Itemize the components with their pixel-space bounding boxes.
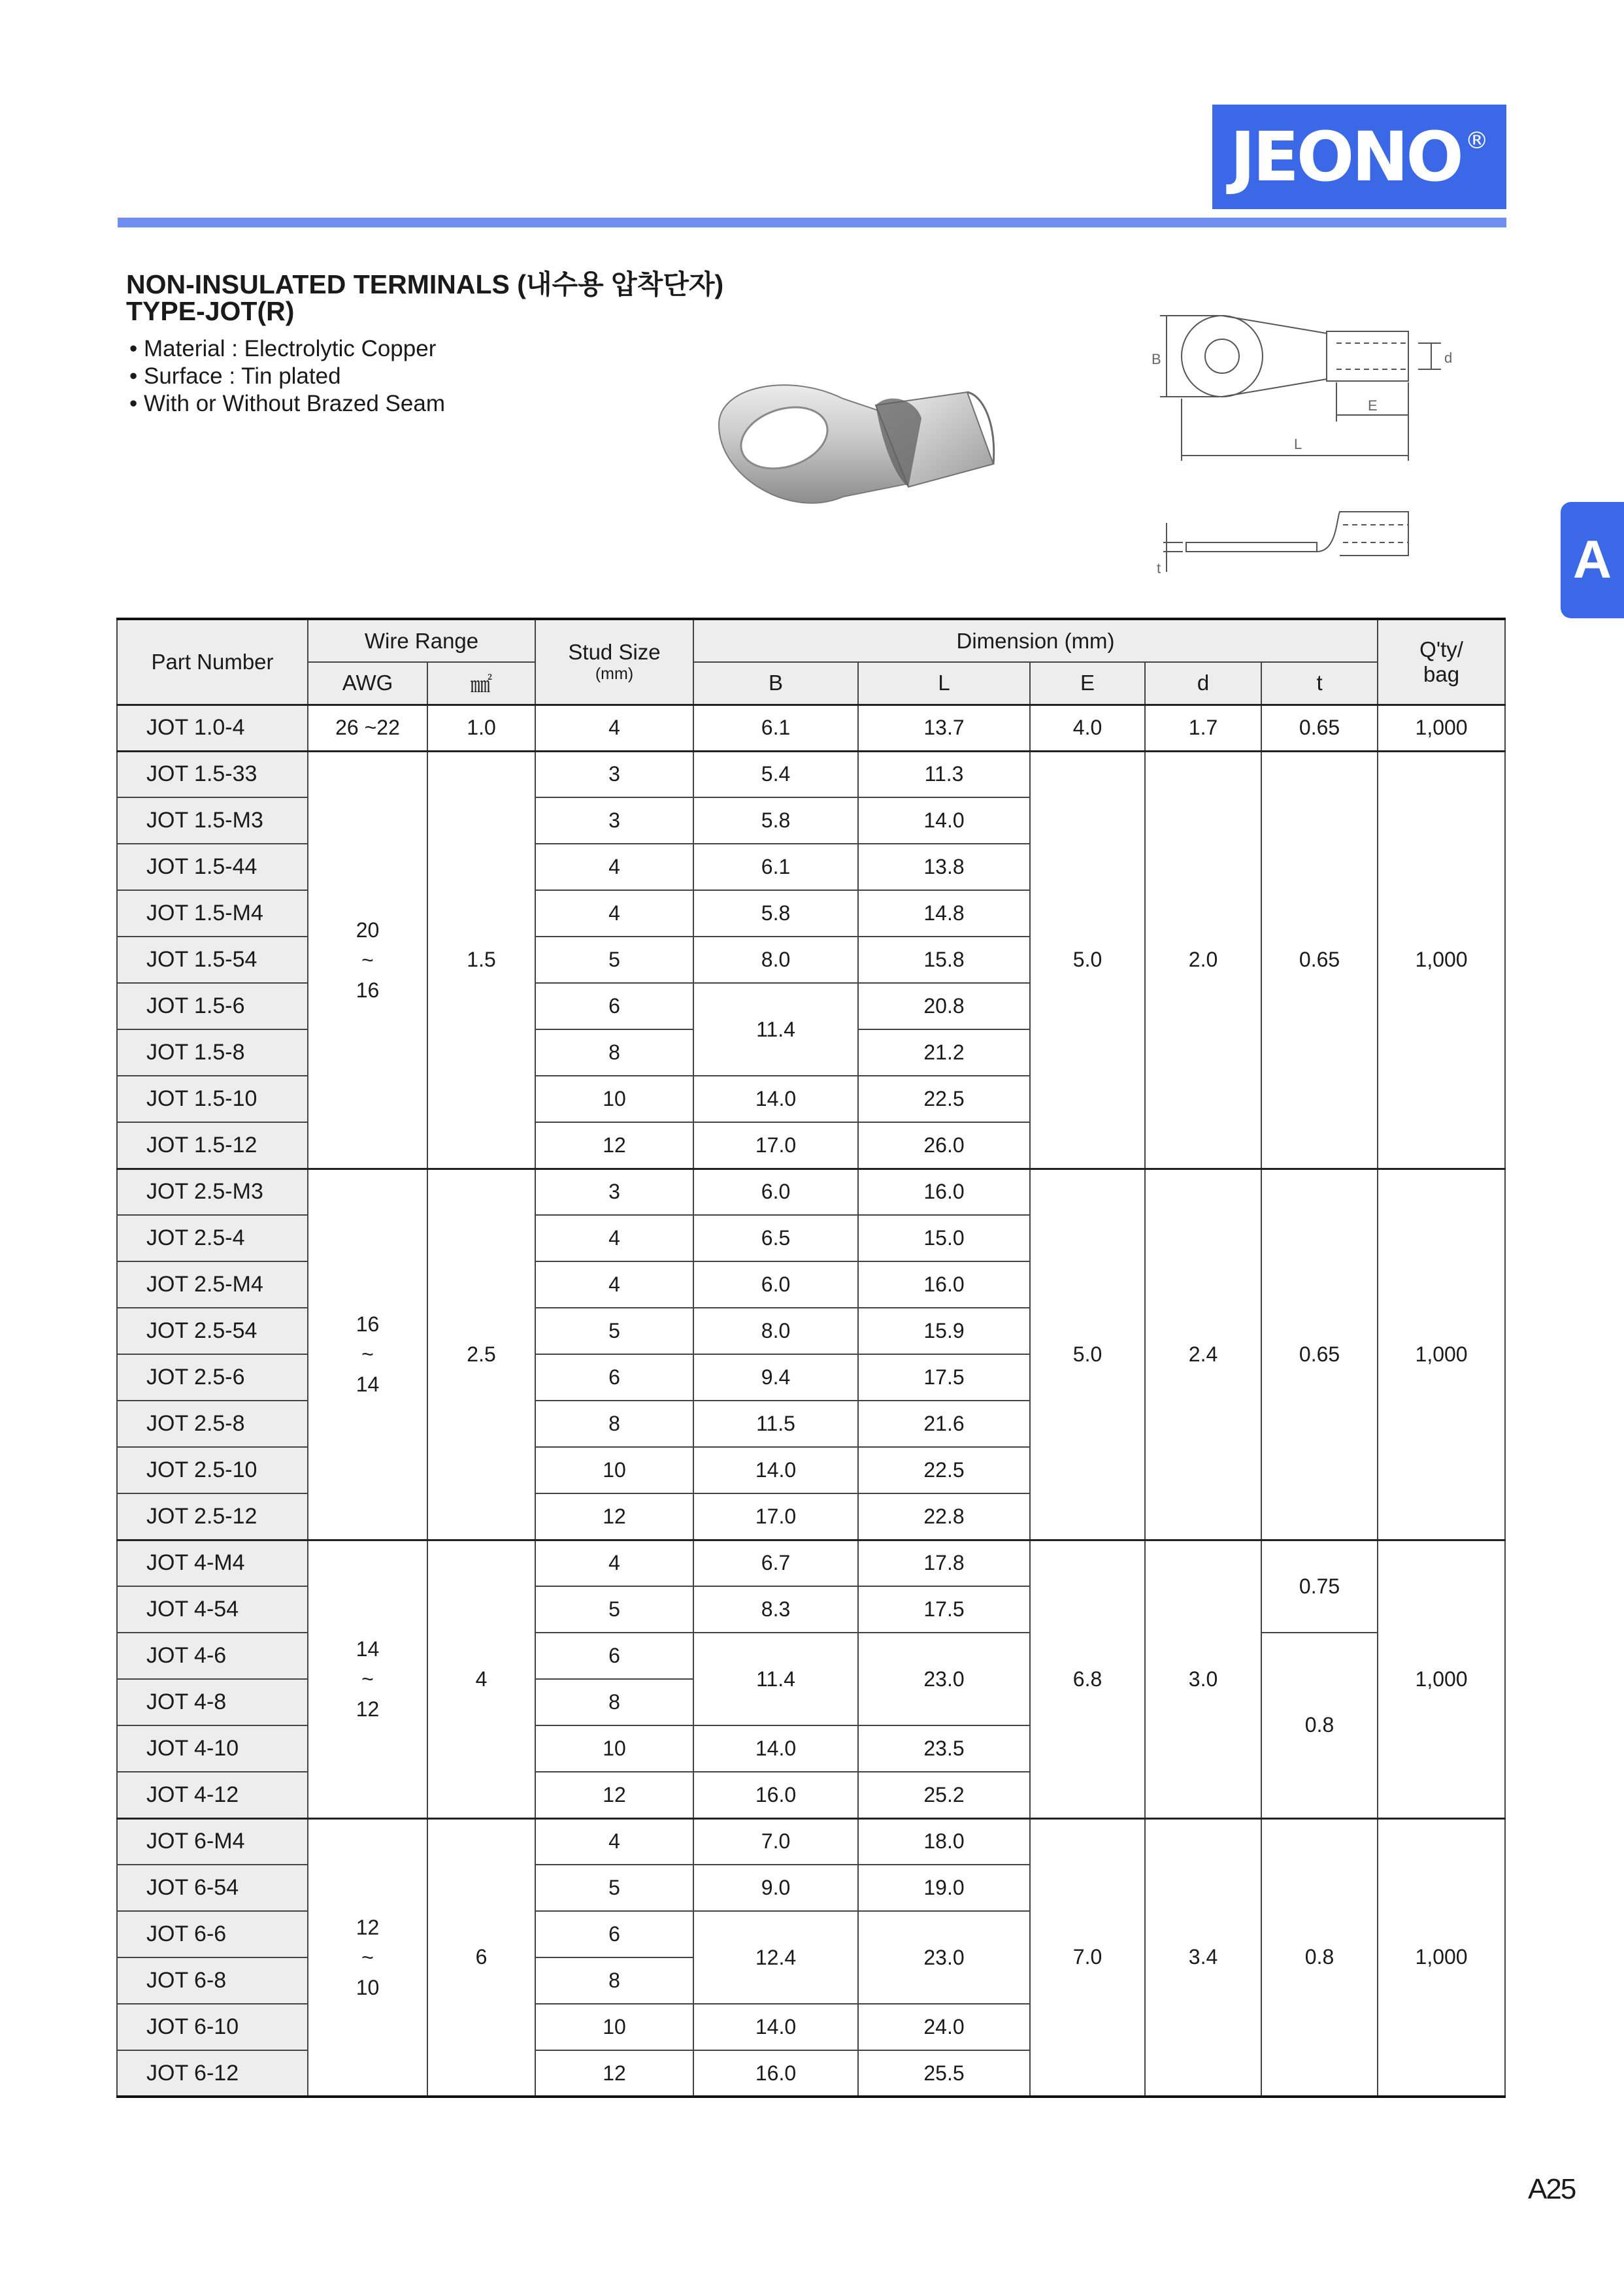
b-cell: 17.0 (693, 1493, 858, 1540)
stud-cell: 10 (535, 1076, 693, 1122)
b-cell: 5.8 (693, 797, 858, 844)
b-cell: 12.4 (693, 1911, 858, 2004)
mm2-cell: 2.5 (427, 1169, 535, 1540)
part-number: JOT 6-54 (117, 1865, 308, 1911)
header-B: B (693, 662, 858, 705)
group-1-5 (117, 751, 1505, 1169)
header-dimension: Dimension (mm) (693, 619, 1378, 662)
qty-cell: 1,000 (1378, 1169, 1505, 1540)
b-cell: 9.4 (693, 1354, 858, 1401)
l-cell: 21.6 (858, 1401, 1030, 1447)
t-cell: 0.8 (1261, 1633, 1378, 1818)
b-cell: 9.0 (693, 1865, 858, 1911)
stud-cell: 8 (535, 1401, 693, 1447)
t-cell: 0.65 (1261, 705, 1378, 751)
feature-surface: • Surface : Tin plated (129, 363, 445, 390)
l-cell: 21.2 (858, 1029, 1030, 1076)
part-number: JOT 1.5-10 (117, 1076, 308, 1122)
l-cell: 14.0 (858, 797, 1030, 844)
page-subtitle: TYPE-JOT(R) (126, 296, 295, 326)
stud-cell: 6 (535, 1633, 693, 1679)
awg-cell: 14 ~ 12 (308, 1540, 427, 1818)
table-row (117, 1818, 1505, 1865)
b-cell: 16.0 (693, 2050, 858, 2097)
header-qty (1378, 619, 1505, 705)
stud-cell: 4 (535, 844, 693, 890)
l-cell: 13.7 (858, 705, 1030, 751)
table-row (117, 1169, 1505, 1215)
stud-cell: 10 (535, 1447, 693, 1493)
mm2-cell: 4 (427, 1540, 535, 1818)
part-number: JOT 6-6 (117, 1911, 308, 1957)
l-cell: 11.3 (858, 751, 1030, 797)
part-number: JOT 4-M4 (117, 1540, 308, 1586)
header-t: t (1261, 662, 1378, 705)
l-cell: 13.8 (858, 844, 1030, 890)
part-number: JOT 1.5-8 (117, 1029, 308, 1076)
stud-cell: 4 (535, 1261, 693, 1308)
b-cell: 6.7 (693, 1540, 858, 1586)
b-cell: 8.3 (693, 1586, 858, 1633)
page-title: NON-INSULATED TERMINALS (내수용 압착단자) (126, 269, 724, 299)
b-cell: 11.4 (693, 983, 858, 1076)
header-stud-size (535, 619, 693, 705)
b-cell: 14.0 (693, 1725, 858, 1772)
label-B: B (1152, 351, 1161, 367)
stud-cell: 4 (535, 1540, 693, 1586)
stud-cell: 3 (535, 751, 693, 797)
stud-cell: 12 (535, 1122, 693, 1169)
stud-cell: 10 (535, 1725, 693, 1772)
e-cell: 5.0 (1030, 751, 1145, 1169)
feature-seam: • With or Without Brazed Seam (129, 390, 445, 418)
header-wire-range: Wire Range (308, 619, 535, 662)
feature-list (129, 335, 445, 418)
section-tab[interactable]: A (1561, 502, 1624, 618)
e-cell: 7.0 (1030, 1818, 1145, 2097)
part-number: JOT 2.5-M3 (117, 1169, 308, 1215)
stud-cell: 8 (535, 1679, 693, 1725)
qty-unit: bag (1423, 661, 1460, 686)
b-cell: 14.0 (693, 1076, 858, 1122)
l-cell: 22.5 (858, 1447, 1030, 1493)
part-number: JOT 2.5-54 (117, 1308, 308, 1354)
part-number: JOT 6-12 (117, 2050, 308, 2097)
group-1-0 (117, 705, 1505, 751)
qty-cell: 1,000 (1378, 1818, 1505, 2097)
part-number: JOT 1.0-4 (117, 705, 308, 751)
b-cell: 16.0 (693, 1772, 858, 1818)
l-cell: 20.8 (858, 983, 1030, 1029)
t-cell: 0.65 (1261, 1169, 1378, 1540)
b-cell: 11.4 (693, 1633, 858, 1725)
table-row (117, 751, 1505, 797)
stud-cell: 4 (535, 705, 693, 751)
l-cell: 15.8 (858, 937, 1030, 983)
part-number: JOT 1.5-M3 (117, 797, 308, 844)
header-part-number: Part Number (117, 619, 308, 705)
stud-cell: 6 (535, 1354, 693, 1401)
l-cell: 17.5 (858, 1354, 1030, 1401)
table-row (117, 1540, 1505, 1586)
stud-cell: 12 (535, 2050, 693, 2097)
stud-cell: 8 (535, 1957, 693, 2004)
stud-cell: 3 (535, 1169, 693, 1215)
group-2-5 (117, 1169, 1505, 1540)
brand-name: JEONO (1230, 117, 1461, 197)
e-cell: 4.0 (1030, 705, 1145, 751)
label-t: t (1157, 560, 1161, 576)
dimension-drawing (1111, 304, 1477, 598)
mm2-cell: 1.0 (427, 705, 535, 751)
b-cell: 11.5 (693, 1401, 858, 1447)
stud-cell: 6 (535, 983, 693, 1029)
registered-mark: ® (1465, 127, 1489, 154)
part-number: JOT 6-8 (117, 1957, 308, 2004)
l-cell: 24.0 (858, 2004, 1030, 2050)
l-cell: 15.9 (858, 1308, 1030, 1354)
b-cell: 6.1 (693, 844, 858, 890)
stud-size-unit: (mm) (595, 665, 634, 684)
part-number: JOT 2.5-4 (117, 1215, 308, 1261)
terminal-photo (693, 366, 1059, 523)
l-cell: 14.8 (858, 890, 1030, 937)
feature-material: • Material : Electrolytic Copper (129, 335, 445, 363)
l-cell: 23.0 (858, 1633, 1030, 1725)
l-cell: 23.0 (858, 1911, 1030, 2004)
header-E: E (1030, 662, 1145, 705)
stud-cell: 8 (535, 1029, 693, 1076)
e-cell: 6.8 (1030, 1540, 1145, 1818)
b-cell: 6.0 (693, 1169, 858, 1215)
l-cell: 17.5 (858, 1586, 1030, 1633)
l-cell: 25.5 (858, 2050, 1030, 2097)
stud-cell: 12 (535, 1772, 693, 1818)
part-number: JOT 2.5-8 (117, 1401, 308, 1447)
part-number: JOT 1.5-M4 (117, 890, 308, 937)
part-number: JOT 2.5-10 (117, 1447, 308, 1493)
brand-logo (1212, 105, 1506, 209)
awg-cell: 20 ~ 16 (308, 751, 427, 1169)
d-cell: 3.0 (1145, 1540, 1261, 1818)
stud-cell: 4 (535, 1818, 693, 1865)
label-L: L (1294, 436, 1302, 452)
l-cell: 22.8 (858, 1493, 1030, 1540)
part-number: JOT 2.5-12 (117, 1493, 308, 1540)
d-cell: 2.4 (1145, 1169, 1261, 1540)
mm2-cell: 1.5 (427, 751, 535, 1169)
part-number: JOT 4-54 (117, 1586, 308, 1633)
t-cell: 0.75 (1261, 1540, 1378, 1633)
awg-cell: 16 ~ 14 (308, 1169, 427, 1540)
t-cell: 0.65 (1261, 751, 1378, 1169)
part-number: JOT 1.5-33 (117, 751, 308, 797)
b-cell: 6.5 (693, 1215, 858, 1261)
part-number: JOT 4-12 (117, 1772, 308, 1818)
b-cell: 7.0 (693, 1818, 858, 1865)
d-cell: 2.0 (1145, 751, 1261, 1169)
l-cell: 19.0 (858, 1865, 1030, 1911)
l-cell: 15.0 (858, 1215, 1030, 1261)
stud-cell: 3 (535, 797, 693, 844)
part-number: JOT 2.5-6 (117, 1354, 308, 1401)
stud-cell: 4 (535, 1215, 693, 1261)
stud-cell: 5 (535, 937, 693, 983)
b-cell: 17.0 (693, 1122, 858, 1169)
part-number: JOT 6-10 (117, 2004, 308, 2050)
qty-cell: 1,000 (1378, 751, 1505, 1169)
qty-cell: 1,000 (1378, 705, 1505, 751)
part-number: JOT 4-6 (117, 1633, 308, 1679)
b-cell: 5.4 (693, 751, 858, 797)
b-cell: 14.0 (693, 1447, 858, 1493)
stud-size-label: Stud Size (568, 640, 661, 665)
stud-cell: 12 (535, 1493, 693, 1540)
d-cell: 1.7 (1145, 705, 1261, 751)
part-number: JOT 1.5-54 (117, 937, 308, 983)
header-mm2: ㎟ (427, 662, 535, 705)
b-cell: 8.0 (693, 937, 858, 983)
l-cell: 18.0 (858, 1818, 1030, 1865)
b-cell: 14.0 (693, 2004, 858, 2050)
e-cell: 5.0 (1030, 1169, 1145, 1540)
qty-cell: 1,000 (1378, 1540, 1505, 1818)
d-cell: 3.4 (1145, 1818, 1261, 2097)
part-number: JOT 1.5-44 (117, 844, 308, 890)
b-cell: 5.8 (693, 890, 858, 937)
part-number: JOT 2.5-M4 (117, 1261, 308, 1308)
group-6 (117, 1818, 1505, 2097)
header-L: L (858, 662, 1030, 705)
header-awg: AWG (308, 662, 427, 705)
part-number: JOT 6-M4 (117, 1818, 308, 1865)
part-number: JOT 4-10 (117, 1725, 308, 1772)
stud-cell: 10 (535, 2004, 693, 2050)
part-number: JOT 1.5-6 (117, 983, 308, 1029)
label-d: d (1444, 350, 1453, 366)
l-cell: 25.2 (858, 1772, 1030, 1818)
stud-cell: 5 (535, 1586, 693, 1633)
b-cell: 6.0 (693, 1261, 858, 1308)
group-4 (117, 1540, 1505, 1818)
l-cell: 17.8 (858, 1540, 1030, 1586)
awg-cell: 12 ~ 10 (308, 1818, 427, 2097)
l-cell: 16.0 (858, 1169, 1030, 1215)
part-number: JOT 4-8 (117, 1679, 308, 1725)
part-number: JOT 1.5-12 (117, 1122, 308, 1169)
stud-cell: 5 (535, 1865, 693, 1911)
b-cell: 6.1 (693, 705, 858, 751)
l-cell: 23.5 (858, 1725, 1030, 1772)
stud-cell: 5 (535, 1308, 693, 1354)
t-cell: 0.8 (1261, 1818, 1378, 2097)
l-cell: 22.5 (858, 1076, 1030, 1122)
qty-label: Q'ty/ (1419, 637, 1463, 661)
table-row (117, 705, 1505, 751)
page-number: A25 (1528, 2173, 1576, 2205)
header-rule (118, 218, 1506, 227)
spec-table (116, 618, 1506, 2098)
stud-cell: 4 (535, 890, 693, 937)
b-cell: 8.0 (693, 1308, 858, 1354)
label-E: E (1368, 397, 1378, 414)
l-cell: 16.0 (858, 1261, 1030, 1308)
mm2-cell: 6 (427, 1818, 535, 2097)
header-d: d (1145, 662, 1261, 705)
awg-cell: 26 ~22 (308, 705, 427, 751)
l-cell: 26.0 (858, 1122, 1030, 1169)
stud-cell: 6 (535, 1911, 693, 1957)
